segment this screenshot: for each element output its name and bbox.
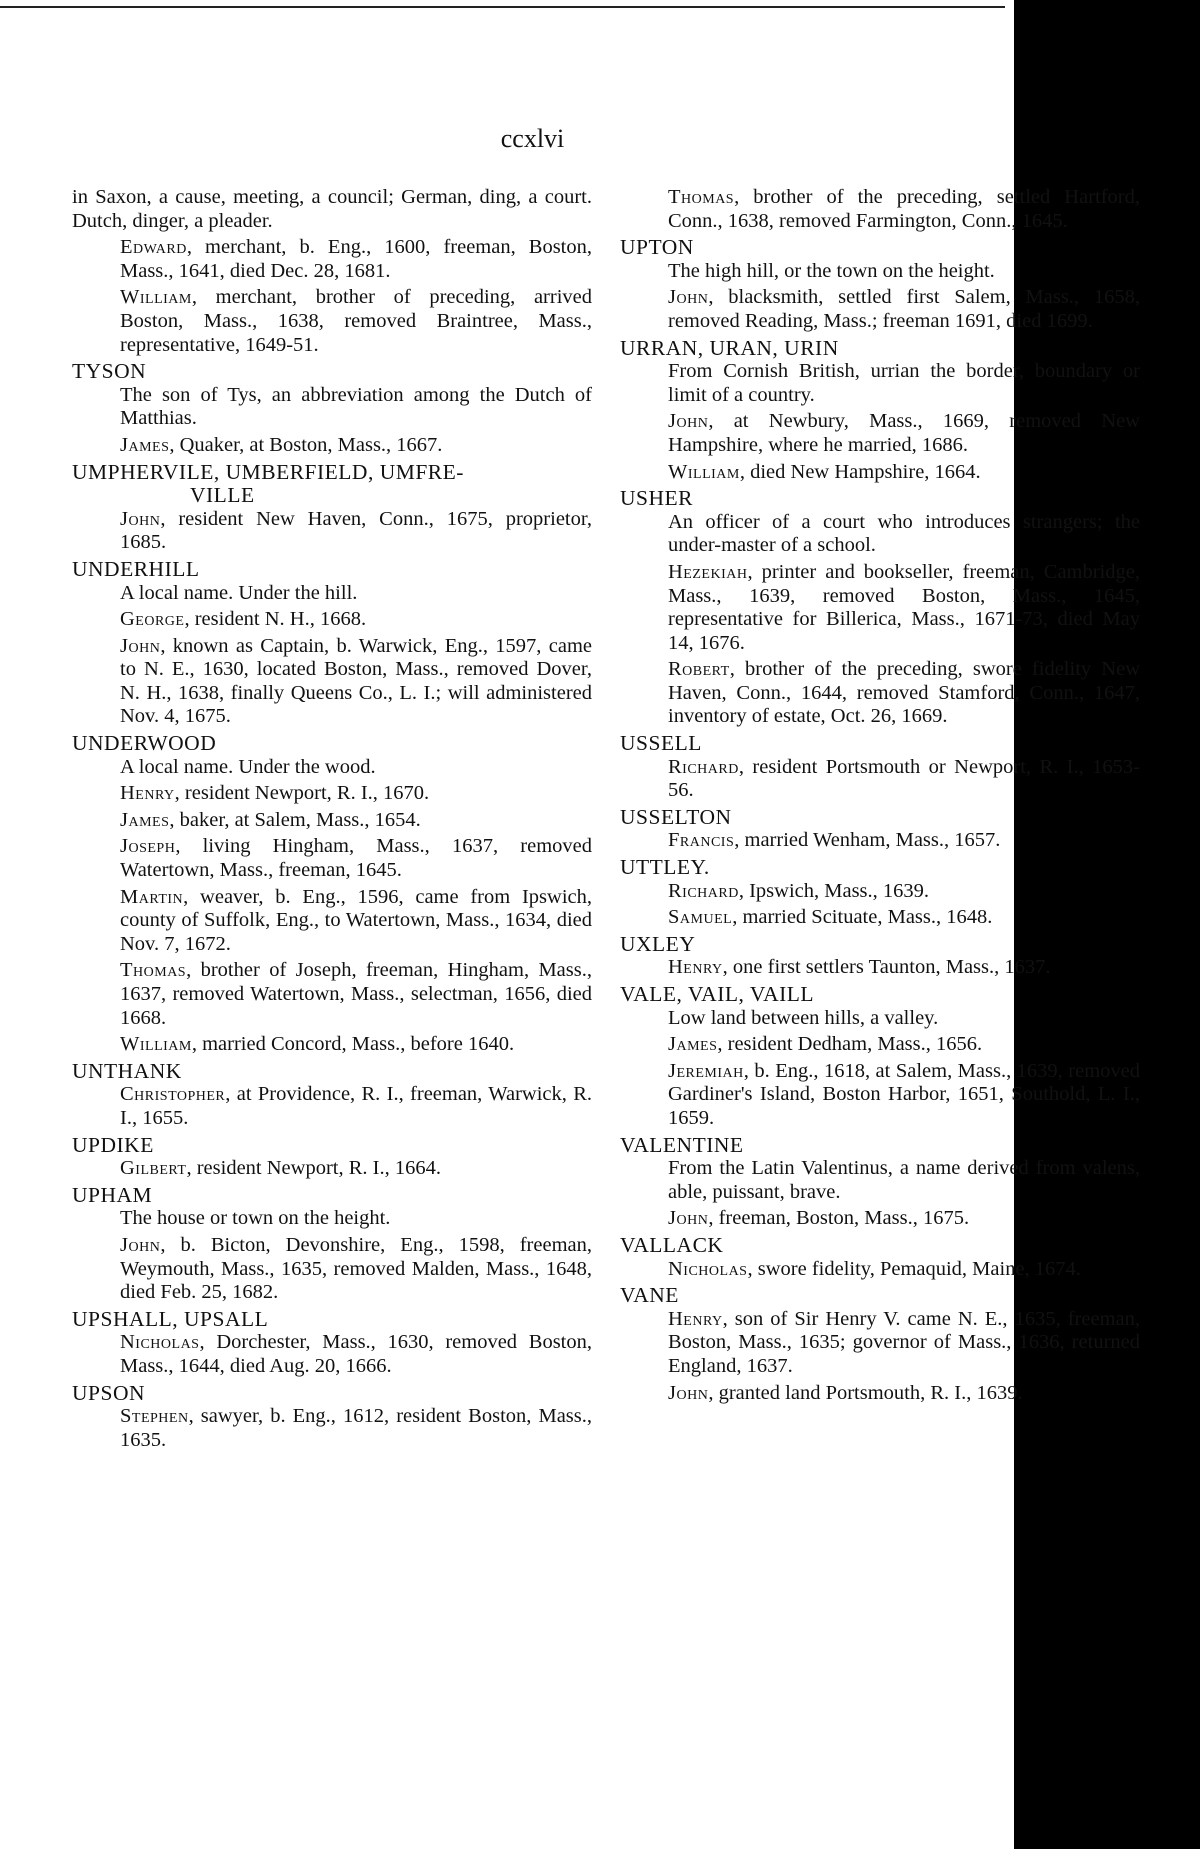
entry-details: , married Concord, Mass., before 1640.	[191, 1033, 515, 1056]
entry-details: , swore fidelity, Pemaquid, Maine, 1674.	[747, 1257, 1081, 1280]
entry-details: , b. Bicton, Devonshire, Eng., 1598, freeman, Weymouth, Mass., 1635, removed Malden, Mass., 1648, died Feb. 25, 1682.	[120, 1233, 592, 1304]
surname-heading: UPSHALL, UPSALL	[72, 1306, 269, 1331]
name-definition: Low land between hills, a valley.	[668, 1006, 939, 1029]
given-name: Nicholas	[668, 1257, 748, 1280]
surname-heading: USHER	[620, 486, 693, 511]
surname-heading: UTTLEY.	[620, 855, 710, 880]
given-name: John	[668, 1381, 709, 1404]
surname-heading: UPHAM	[72, 1182, 153, 1207]
person-entry	[620, 1060, 1140, 1131]
entry-details: , resident Newport, R. I., 1670.	[174, 782, 430, 805]
person-entry	[72, 1033, 592, 1057]
given-name: Nicholas	[120, 1331, 200, 1354]
given-name: Henry	[668, 956, 723, 979]
right-column	[620, 186, 1140, 1408]
given-name: Richard	[668, 755, 739, 778]
given-name: James	[120, 808, 170, 831]
person-entry	[72, 835, 592, 882]
given-name: Thomas	[120, 959, 187, 982]
person-entry	[72, 959, 592, 1030]
name-definition: A local name. Under the wood.	[120, 755, 376, 778]
entry-details: , granted land Portsmouth, R. I., 1639.	[708, 1381, 1023, 1404]
given-name: Henry	[668, 1307, 723, 1330]
entry-details: , living Hingham, Mass., 1637, removed Watertown, Mass., freeman, 1645.	[120, 835, 592, 882]
person-entry	[620, 658, 1140, 729]
surname-heading: UNDERHILL	[72, 556, 200, 581]
surname-heading: TYSON	[72, 359, 147, 384]
person-entry	[72, 236, 592, 283]
person-entry	[620, 956, 1140, 980]
given-name: Joseph	[120, 835, 176, 858]
given-name: John	[668, 286, 709, 309]
top-rule	[0, 6, 1005, 8]
person-entry	[620, 286, 1140, 333]
given-name: George	[120, 608, 185, 631]
surname-heading: UNTHANK	[72, 1058, 182, 1083]
person-entry	[72, 1234, 592, 1305]
surname-heading: UPDIKE	[72, 1132, 154, 1157]
entry-details: , resident Newport, R. I., 1664.	[186, 1157, 441, 1180]
name-definition: The son of Tys, an abbreviation among the Dutch of Matthias.	[120, 383, 592, 430]
entry-details: , son of Sir Henry V. came N. E., 1635, freeman, Boston, Mass., 1635; governor of Mass., 1636, returned England, 1637.	[668, 1307, 1140, 1377]
given-name: Henry	[120, 782, 175, 805]
surname-heading: UNDERWOOD	[72, 731, 217, 756]
entry-details: , married Wenham, Mass., 1657.	[734, 829, 1001, 852]
surname-heading: URRAN, URAN, URIN	[620, 335, 839, 360]
person-entry	[620, 1033, 1140, 1057]
person-entry	[620, 1382, 1140, 1406]
person-entry	[620, 829, 1140, 853]
surname-heading: VALLACK	[620, 1232, 724, 1257]
entry-details: , died New Hampshire, 1664.	[739, 460, 981, 483]
given-name: Richard	[668, 879, 739, 902]
given-name: James	[120, 433, 170, 456]
person-entry	[72, 286, 592, 357]
person-entry	[72, 1405, 592, 1452]
person-entry	[620, 410, 1140, 457]
given-name: Jeremiah	[668, 1059, 744, 1082]
entry-details: , freeman, Boston, Mass., 1675.	[708, 1207, 970, 1230]
given-name: Francis	[668, 829, 735, 852]
given-name: Stephen	[120, 1405, 189, 1428]
entry-details: , Dorchester, Mass., 1630, removed Boston, Mass., 1644, died Aug. 20, 1666.	[120, 1331, 592, 1377]
surname-heading: UXLEY	[620, 931, 696, 956]
entry-details: , baker, at Salem, Mass., 1654.	[169, 808, 421, 831]
person-entry	[620, 186, 1140, 233]
given-name: John	[668, 410, 709, 433]
name-definition: From the Latin Valentinus, a name derived from valens, able, puissant, brave.	[668, 1157, 1140, 1203]
given-name: John	[120, 634, 161, 657]
surname-heading: USSELTON	[620, 804, 732, 829]
entry-details: , sawyer, b. Eng., 1612, resident Boston, Mass., 1635.	[120, 1405, 592, 1451]
entry-details: , resident N. H., 1668.	[184, 608, 367, 631]
person-entry	[620, 906, 1140, 930]
entry-details: , b. Eng., 1618, at Salem, Mass., 1639, removed Gardiner's Island, Boston Harbor, 1651, Southold, L. I., 1659.	[668, 1059, 1140, 1129]
person-entry	[72, 886, 592, 957]
surname-heading: VALE, VAIL, VAILL	[620, 982, 815, 1006]
given-name: Samuel	[668, 906, 733, 929]
person-entry	[72, 1331, 592, 1378]
entry-details: , merchant, brother of preceding, arrived Boston, Mass., 1638, removed Braintree, Mass., representative, 1649-51.	[120, 286, 592, 356]
entry-details: , merchant, b. Eng., 1600, freeman, Boston, Mass., 1641, died Dec. 28, 1681.	[120, 236, 592, 282]
name-definition: A local name. Under the hill.	[120, 581, 358, 604]
name-definition: An officer of a court who introduces strangers; the under-master of a school.	[668, 510, 1140, 557]
person-entry	[72, 782, 592, 806]
entry-details: , resident Dedham, Mass., 1656.	[717, 1033, 983, 1056]
given-name: William	[668, 460, 740, 483]
person-entry	[72, 1157, 592, 1181]
page-number: ccxlvi	[500, 124, 565, 153]
entry-details: , blacksmith, settled first Salem, Mass., 1658, removed Reading, Mass.; freeman 1691, died 1699.	[668, 286, 1140, 332]
given-name: Robert	[668, 658, 730, 681]
person-entry	[72, 508, 592, 555]
surname-heading: UMPHERVILE, UMBERFIELD, UMFRE-	[72, 459, 464, 484]
entry-details: , printer and bookseller, freeman, Cambridge, Mass., 1639, removed Boston, Mass., 1645, representative for Billerica, Mass., 1671-73, died May 14, 1676.	[668, 560, 1140, 654]
person-entry	[620, 1258, 1140, 1282]
surname-heading: UPTON	[620, 235, 694, 260]
surname-heading: VALENTINE	[620, 1132, 744, 1157]
person-entry	[620, 561, 1140, 655]
person-entry	[620, 461, 1140, 485]
entry-details: , Ipswich, Mass., 1639.	[738, 879, 930, 902]
person-entry	[72, 608, 592, 632]
entry-details: , resident Portsmouth or Newport, R. I., 1653-56.	[668, 755, 1140, 802]
given-name: Gilbert	[120, 1157, 187, 1180]
given-name: Hezekiah	[668, 560, 748, 583]
given-name: Christopher	[120, 1083, 226, 1106]
given-name: William	[120, 286, 192, 309]
entry-details: , one first settlers Taunton, Mass., 1637.	[722, 956, 1051, 979]
given-name: Edward	[120, 236, 187, 259]
surname-heading: UPSON	[72, 1380, 145, 1405]
surname-heading-continued: VILLE	[190, 483, 255, 508]
entry-details: , brother of Joseph, freeman, Hingham, Mass., 1637, removed Watertown, Mass., selectman, 1656, died 1668.	[120, 959, 592, 1029]
person-entry	[72, 809, 592, 833]
given-name: John	[120, 507, 161, 530]
person-entry	[72, 1083, 592, 1130]
given-name: Thomas	[668, 186, 735, 208]
person-entry	[620, 1207, 1140, 1231]
person-entry	[72, 635, 592, 729]
given-name: William	[120, 1033, 192, 1056]
entry-details: , at Providence, R. I., freeman, Warwick, R. I., 1655.	[120, 1083, 592, 1129]
person-entry	[620, 880, 1140, 904]
entry-details: , brother of the preceding, settled Hartford, Conn., 1638, removed Farmington, Conn., 1645.	[668, 186, 1140, 232]
surname-heading: USSELL	[620, 731, 702, 756]
entry-details: , brother of the preceding, swore fidelity New Haven, Conn., 1644, removed Stamford, Conn., 1647, inventory of estate, Oct. 26, 1669.	[668, 658, 1140, 728]
entry-details: , weaver, b. Eng., 1596, came from Ipswich, county of Suffolk, Eng., to Watertown, Mass., 1634, died Nov. 7, 1672.	[120, 885, 592, 955]
continued-text: in Saxon, a cause, meeting, a council; German, ding, a court. Dutch, dinger, a pleader.	[72, 186, 592, 232]
person-entry	[620, 1308, 1140, 1379]
entry-details: , known as Captain, b. Warwick, Eng., 1597, came to N. E., 1630, located Boston, Mass., removed Dover, N. H., 1638, finally Queens Co., L. I.; will administered Nov. 4, 1675.	[120, 634, 592, 728]
left-column	[72, 186, 592, 1455]
entry-details: , married Scituate, Mass., 1648.	[732, 906, 993, 929]
entry-details: , resident New Haven, Conn., 1675, proprietor, 1685.	[120, 507, 592, 554]
entry-details: , at Newbury, Mass., 1669, removed New Hampshire, where he married, 1686.	[668, 410, 1140, 456]
given-name: John	[668, 1207, 709, 1230]
given-name: John	[120, 1233, 161, 1256]
surname-heading: VANE	[620, 1283, 679, 1308]
entry-details: , Quaker, at Boston, Mass., 1667.	[169, 433, 443, 456]
name-definition: The house or town on the height.	[120, 1207, 391, 1230]
given-name: Martin	[120, 885, 184, 908]
person-entry	[72, 434, 592, 458]
given-name: James	[668, 1033, 718, 1056]
name-definition: The high hill, or the town on the height.	[668, 259, 995, 282]
person-entry	[620, 756, 1140, 803]
name-definition: From Cornish British, urrian the border, boundary or limit of a country.	[668, 360, 1140, 406]
